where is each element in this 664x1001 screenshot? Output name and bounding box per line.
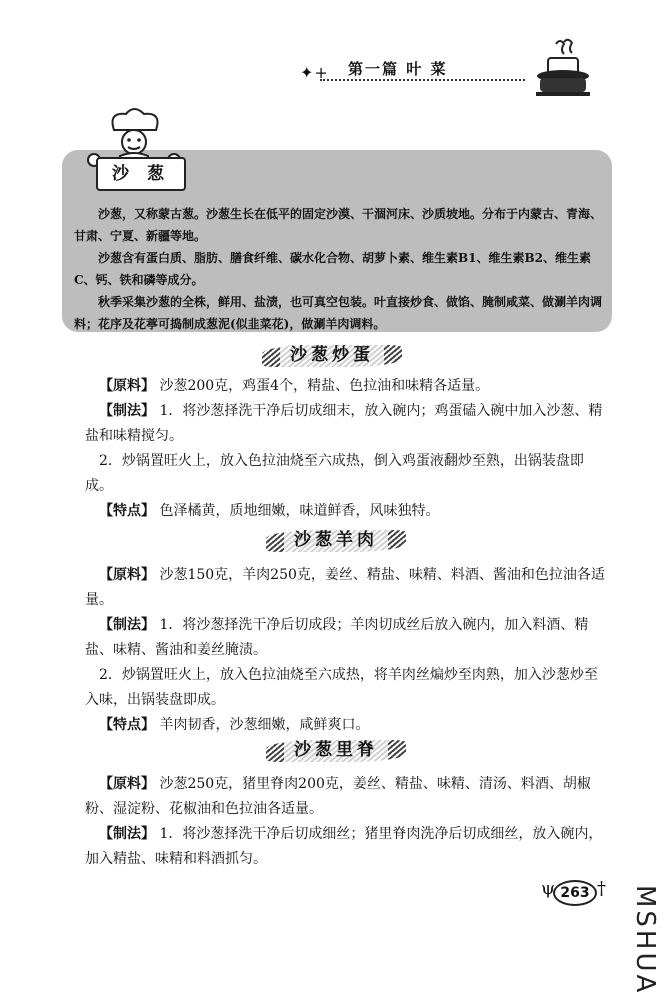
ingredients-line: 【原料】 沙葱150克，羊肉250克，姜丝、精盐、味精、料酒、酱油和色拉油各适量。: [85, 567, 605, 608]
chapter-title: 第一篇 叶 菜: [348, 60, 448, 78]
page-number: 263: [553, 880, 597, 906]
method-line: 【制法】 1．将沙葱择洗干净后切成段；羊肉切成丝后放入碗内，加入料酒、精盐、味精、酱油和姜丝腌渍。: [85, 617, 589, 658]
dish-section: [85, 563, 605, 738]
intro-paragraph: 沙葱，又称蒙古葱。沙葱生长在低平的固定沙漠、干涸河床、沙质坡地。分布于内蒙古、青海、甘肃、宁夏、新疆等地。: [74, 207, 603, 243]
ingredients-line: 【原料】 沙葱200克，鸡蛋4个，精盐、色拉油和味精各适量。: [99, 378, 490, 394]
knife-icon: †: [597, 878, 606, 899]
fork-icon: ψ: [541, 878, 556, 899]
dish-title: 沙葱炒蛋: [262, 341, 402, 369]
dish-title: 沙葱里脊: [266, 736, 406, 764]
feature-line: 【特点】 羊肉韧香，沙葱细嫩，咸鲜爽口。: [99, 717, 370, 733]
feature-line: 【特点】 色泽橘黄，质地细嫩，味道鲜香，风味独特。: [99, 503, 440, 519]
method-line: 【制法】 1．将沙葱择洗干净后切成细末，放入碗内；鸡蛋磕入碗中加入沙葱、精盐和味精搅匀。: [85, 403, 603, 444]
dotted-rule: [320, 79, 525, 81]
dish-section: [85, 374, 605, 524]
intro-text: [74, 203, 602, 335]
page-number-badge: [541, 878, 611, 908]
star-ornament-icon: ✦+: [300, 63, 329, 82]
intro-paragraph: 沙葱含有蛋白质、脂肪、膳食纤维、碳水化合物、胡萝卜素、维生素B1、维生素B2、维生素C、钙、铁和磷等成分。: [74, 251, 591, 287]
method-step: 2．炒锅置旺火上，放入色拉油烧至六成热，倒入鸡蛋液翻炒至熟，出锅装盘即成。: [85, 453, 584, 494]
intro-paragraph: 秋季采集沙葱的全株，鲜用、盐渍，也可真空包装。叶直接炒食、做馅、腌制咸菜、做涮羊肉调料；花序及花葶可捣制成葱泥(似韭菜花)，做涮羊肉调料。: [74, 295, 603, 331]
method-step: 2．炒锅置旺火上，放入色拉油烧至六成热，将羊肉丝煸炒至肉熟，加入沙葱炒至入味，出锅装盘即成。: [85, 667, 598, 708]
chef-hat-cooking-icon: [528, 38, 598, 100]
dish-section: [85, 772, 605, 872]
method-line: 【制法】 1．将沙葱择洗干净后切成细丝；猪里脊肉洗净后切成细丝，放入碗内，加入精盐、味精和料酒抓匀。: [85, 826, 603, 867]
ingredients-line: 【原料】 沙葱250克，猪里脊肉200克，姜丝、精盐、味精、清汤、料酒、胡椒粉、湿淀粉、花椒油和色拉油各适量。: [85, 776, 591, 817]
running-header: [300, 55, 530, 85]
dish-title: 沙葱羊肉: [266, 526, 406, 554]
watermark: MSHUA: [630, 885, 660, 996]
intro-banner-title: 沙 葱: [96, 157, 186, 191]
